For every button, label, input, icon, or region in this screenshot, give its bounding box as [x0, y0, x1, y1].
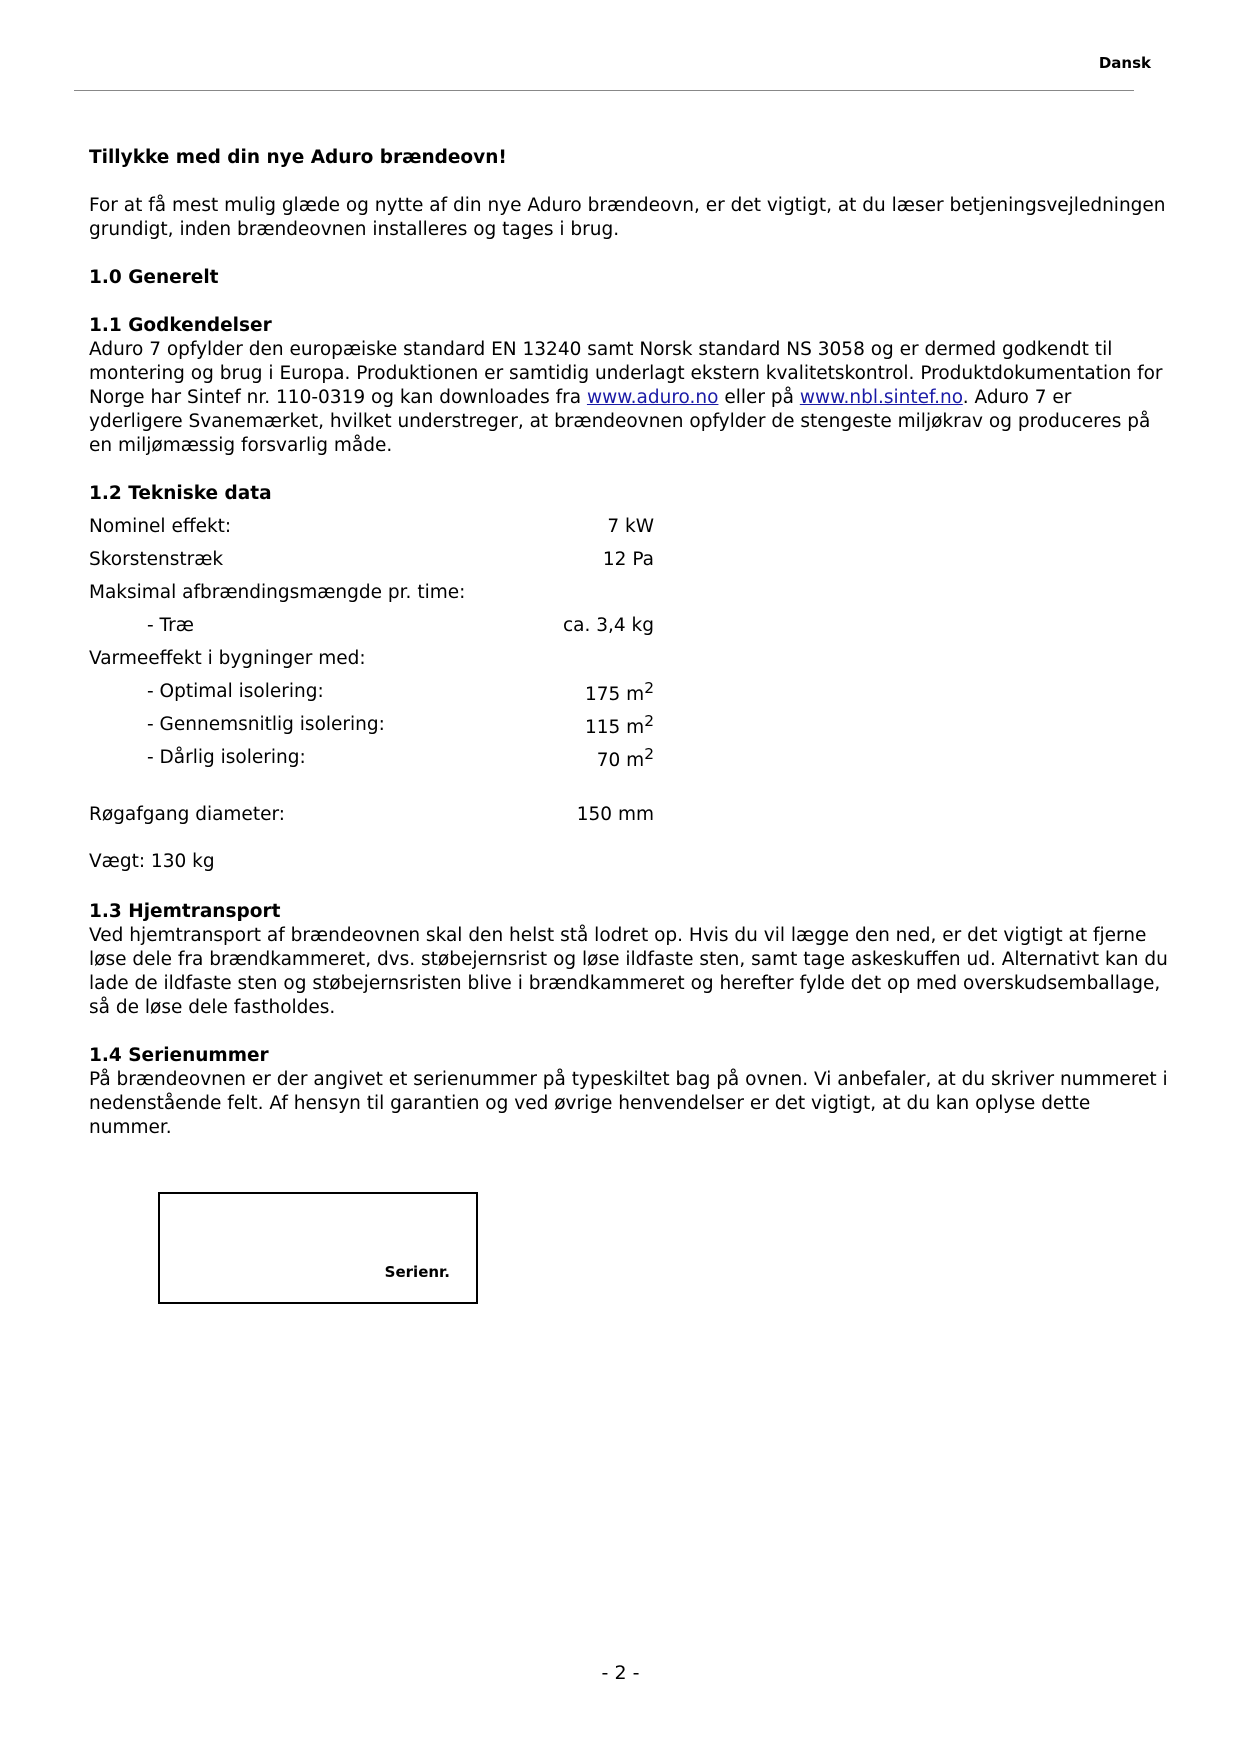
chimney-label: Skorstenstræk [89, 548, 224, 570]
intro-paragraph: For at få mest mulig glæde og nytte af din nye Aduro brændeovn, er det vigtigt, at du læser betjeningsvejledningen grundigt, inden brændeovnen installeres og tages i brug. [89, 195, 1166, 240]
tech-row-average [89, 708, 1169, 741]
tech-row-optimal [89, 675, 1169, 708]
chimney-value: 12 Pa [602, 548, 654, 570]
wood-label: - Træ [147, 614, 194, 636]
optimal-value-exp: 2 [644, 678, 654, 697]
optimal-value [479, 676, 654, 707]
serial-number-label: Serienr. [384, 1263, 450, 1281]
approvals-text-2: eller på [718, 387, 800, 408]
section-tech-heading: 1.2 Tekniske data [89, 483, 272, 504]
tech-row-nominal [89, 510, 1169, 543]
optimal-label: - Optimal isolering: [147, 680, 324, 702]
average-value-exp: 2 [644, 711, 654, 730]
flue-value: 150 mm [576, 803, 654, 825]
heat-label: Varmeeffekt i bygninger med: [89, 647, 366, 669]
sintef-link[interactable]: www.nbl.sintef.no [799, 387, 963, 408]
approvals-paragraph [89, 338, 1169, 458]
aduro-link[interactable]: www.aduro.no [586, 387, 719, 408]
page-title: Tillykke med din nye Aduro brændeovn! [89, 147, 507, 168]
average-value-number: 115 m [584, 717, 645, 739]
header-divider [74, 90, 1134, 91]
weight-label: Vægt: 130 kg [89, 850, 215, 872]
tech-row-wood [89, 609, 1169, 642]
tech-row-weight [89, 845, 1169, 878]
tech-row-chimney [89, 543, 1169, 576]
page-number: - 2 - [601, 1662, 640, 1684]
tech-row-max-burn [89, 576, 1169, 609]
poor-value-number: 70 m [596, 750, 645, 772]
optimal-value-number: 175 m [584, 684, 645, 706]
section-general-heading: 1.0 Generelt [89, 267, 219, 288]
average-value [479, 709, 654, 740]
tech-row-poor [89, 741, 1169, 774]
poor-label: - Dårlig isolering: [147, 746, 306, 768]
section-serial-heading: 1.4 Serienummer [89, 1045, 269, 1066]
serial-paragraph: På brændeovnen er der angivet et serienummer på typeskiltet bag på ovnen. Vi anbefaler, at du skriver nummeret i nedenstående felt. Af hensyn til garantien og ved øvrige henvendelser er det vigtigt, at du kan oplyse dette nummer. [89, 1069, 1168, 1138]
max-burn-label: Maksimal afbrændingsmængde pr. time: [89, 581, 466, 603]
transport-paragraph: Ved hjemtransport af brændeovnen skal den helst stå lodret op. Hvis du vil lægge den ned, er det vigtigt at fjerne løse dele fra brændkammeret, dvs. støbejernsrist og løse ildfaste sten, samt tage askeskuffen ud. Alternativt kan du lade de ildfaste sten og støbejernsristen blive i brændkammeret og herefter fylde det op med overskudsemballage, så de løse dele fastholdes. [89, 925, 1168, 1018]
tech-data-table [89, 510, 1169, 878]
tech-row-flue [89, 798, 1169, 831]
nominal-value: 7 kW [607, 515, 654, 537]
tech-row-heat [89, 642, 1169, 675]
flue-label: Røgafgang diameter: [89, 803, 285, 825]
page-content [89, 146, 1169, 1164]
nominal-label: Nominel effekt: [89, 515, 232, 537]
section-transport-heading: 1.3 Hjemtransport [89, 901, 281, 922]
poor-value-exp: 2 [644, 744, 654, 763]
poor-value [479, 742, 654, 773]
wood-value: ca. 3,4 kg [562, 614, 654, 636]
approvals-text-3: . Aduro 7 er yderligere Svanemærket, hvilket understreger, at brændeovnen opfylder de stengeste miljøkrav og produceres på en miljømæssig forsvarlig måde. [89, 387, 1151, 456]
section-approvals-heading: 1.1 Godkendelser [89, 315, 272, 336]
header-language: Dansk [1098, 54, 1151, 72]
average-label: - Gennemsnitlig isolering: [147, 713, 385, 735]
approvals-text-1: Aduro 7 opfylder den europæiske standard EN 13240 samt Norsk standard NS 3058 og er dermed godkendt til montering og brug i Europa. Produktionen er samtidig underlagt ekstern kvalitetskontrol. Produktdokumentation for Norge har Sintef nr. 110-0319 og kan downloades fra [89, 339, 1163, 408]
serial-number-box [158, 1192, 478, 1304]
